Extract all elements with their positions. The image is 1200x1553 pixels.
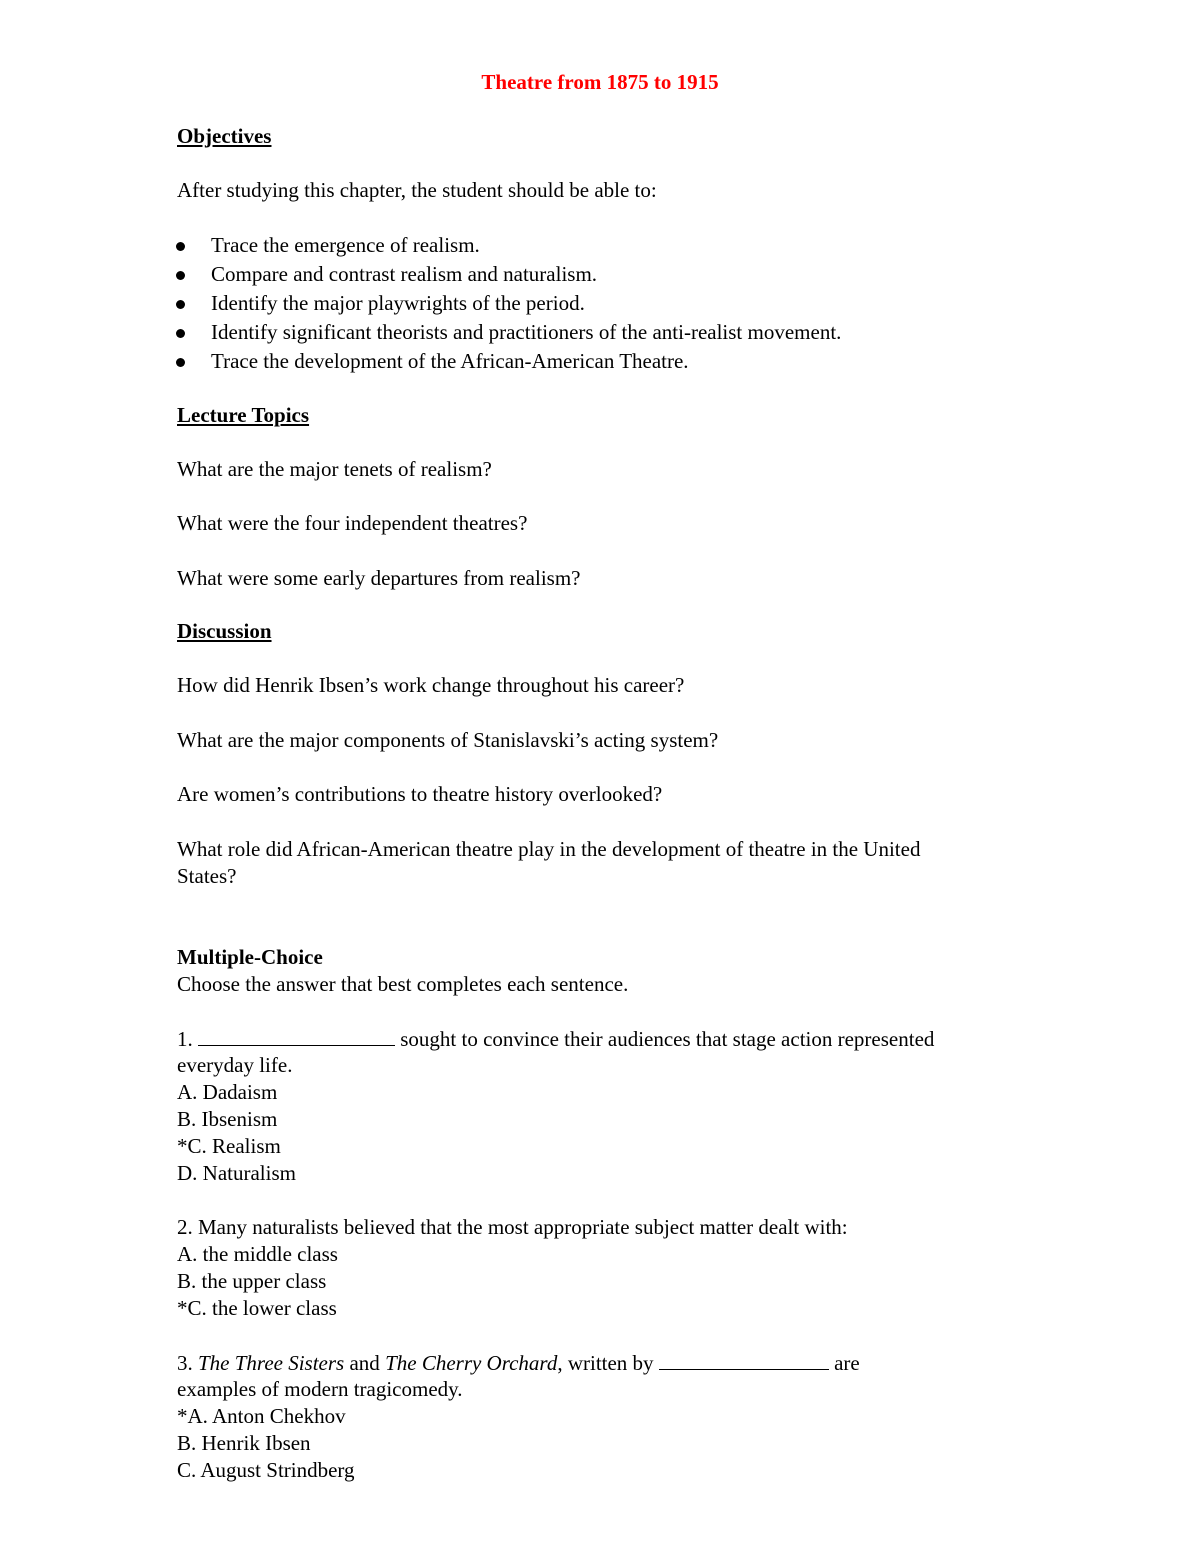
question-2: 2. Many naturalists believed that the most appropriate subject matter dealt with: [177, 1215, 848, 1239]
discussion-item: States? [177, 864, 237, 888]
question-text: sought to convince their audiences that stage action represented [395, 1027, 935, 1051]
question-text: are [828, 1351, 860, 1375]
discussion-item: How did Henrik Ibsen’s work change throughout his career? [177, 673, 685, 697]
answer-option: C. August Strindberg [177, 1458, 355, 1482]
answer-option: B. the upper class [177, 1269, 327, 1293]
bullet-icon [176, 300, 185, 309]
question-1-line2: everyday life. [177, 1053, 293, 1077]
objective-item: Identify significant theorists and practitioners of the anti-realist movement. [211, 320, 842, 344]
bullet-icon [176, 358, 185, 367]
question-1 [177, 1025, 934, 1053]
question-text: , written by [557, 1351, 659, 1375]
lecture-topic-item: What are the major tenets of realism? [177, 457, 492, 481]
objectives-heading: Objectives [177, 124, 272, 148]
question-number: 3. [177, 1351, 198, 1375]
question-number: 1. [177, 1027, 198, 1051]
answer-blank [659, 1349, 829, 1370]
answer-option: B. Henrik Ibsen [177, 1431, 311, 1455]
multiple-choice-instructions: Choose the answer that best completes each sentence. [177, 972, 629, 996]
objective-item: Trace the emergence of realism. [211, 233, 480, 257]
answer-option: A. the middle class [177, 1242, 338, 1266]
multiple-choice-heading: Multiple-Choice [177, 945, 323, 969]
question-text: and [344, 1351, 386, 1375]
objective-item: Compare and contrast realism and naturalism. [211, 262, 598, 286]
answer-option: *C. the lower class [177, 1296, 337, 1320]
answer-option: A. Dadaism [177, 1080, 278, 1104]
objective-item: Identify the major playwrights of the period. [211, 291, 585, 315]
answer-option: D. Naturalism [177, 1161, 296, 1185]
question-3 [177, 1349, 860, 1377]
bullet-icon [176, 271, 185, 280]
discussion-item: Are women’s contributions to theatre history overlooked? [177, 782, 663, 806]
objective-item: Trace the development of the African-American Theatre. [211, 349, 689, 373]
lecture-topics-heading: Lecture Topics [177, 403, 310, 427]
discussion-heading: Discussion [177, 619, 272, 643]
lecture-topic-item: What were some early departures from realism? [177, 566, 581, 590]
answer-option: B. Ibsenism [177, 1107, 278, 1131]
play-title: The Three Sisters [198, 1351, 345, 1375]
discussion-item: What role did African-American theatre play in the development of theatre in the United [177, 837, 921, 861]
discussion-item: What are the major components of Stanislavski’s acting system? [177, 728, 719, 752]
answer-option: *A. Anton Chekhov [177, 1404, 346, 1428]
answer-blank [198, 1025, 395, 1046]
play-title: The Cherry Orchard [385, 1351, 558, 1375]
objectives-intro: After studying this chapter, the student should be able to: [177, 178, 657, 202]
bullet-icon [176, 242, 185, 251]
bullet-icon [176, 329, 185, 338]
answer-option: *C. Realism [177, 1134, 281, 1158]
page-title: Theatre from 1875 to 1915 [481, 70, 719, 94]
question-3-line2: examples of modern tragicomedy. [177, 1377, 463, 1401]
lecture-topic-item: What were the four independent theatres? [177, 511, 528, 535]
